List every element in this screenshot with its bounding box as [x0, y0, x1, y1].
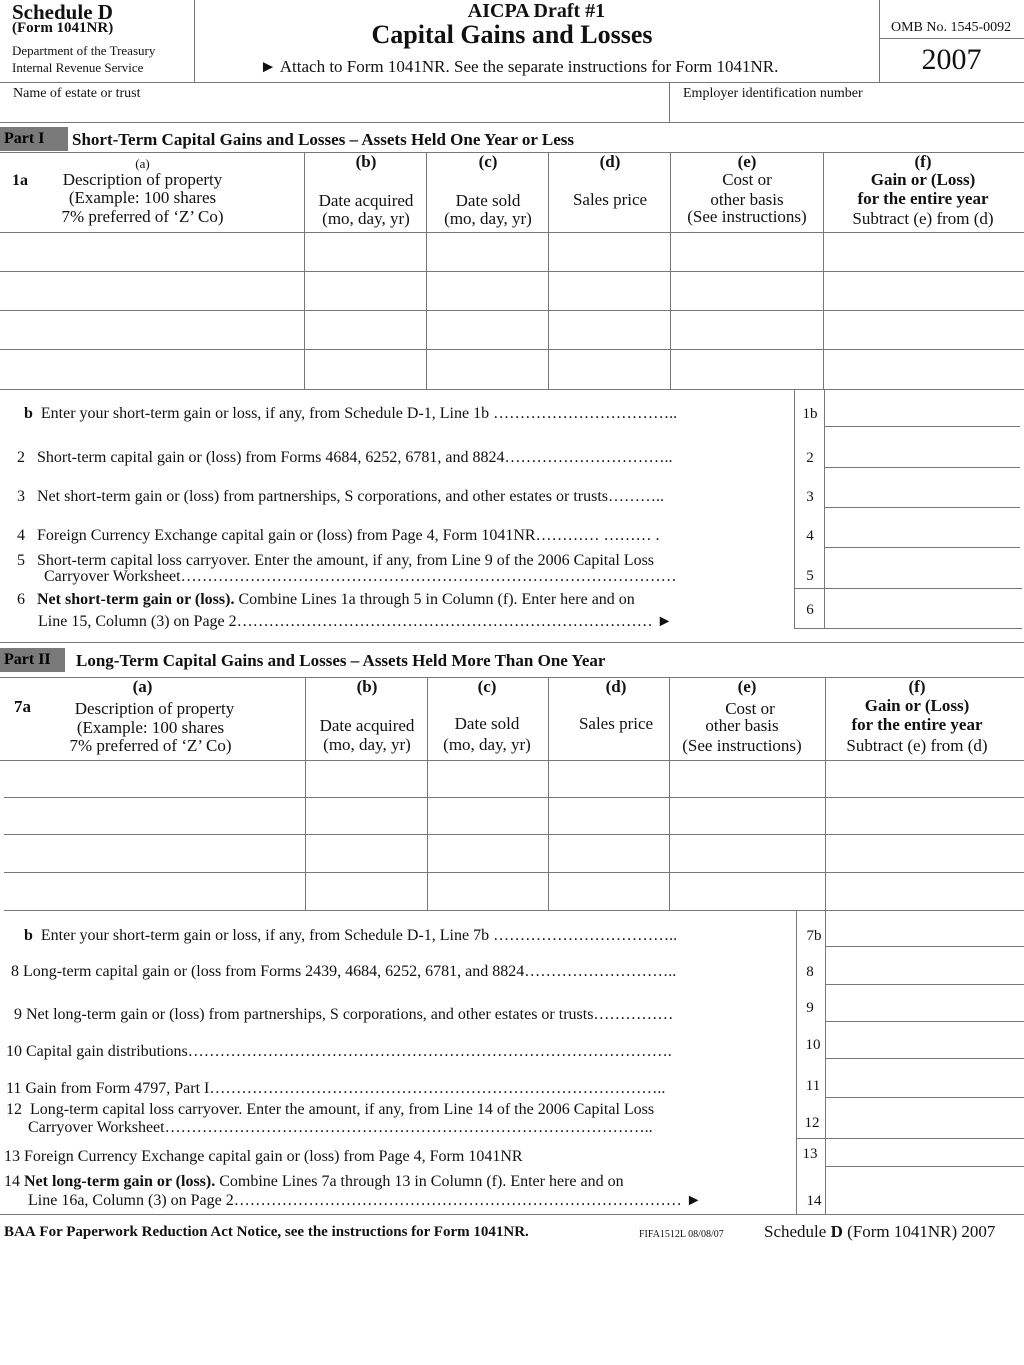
ein-label: Employer identification number [683, 86, 863, 101]
p1-r2-sales-price[interactable] [550, 279, 668, 303]
p1-r1-description[interactable] [2, 240, 302, 264]
line-1b-number: 1b [802, 406, 818, 422]
line-4-number: 4 [806, 528, 814, 544]
p2-r3-date-acquired[interactable] [307, 841, 425, 865]
line-3-number: 3 [806, 489, 814, 505]
p1-r2-description[interactable] [2, 279, 302, 303]
p2-r4-gain-loss[interactable] [827, 879, 1022, 903]
p2-col-b-l2: (mo, day, yr) [323, 735, 411, 754]
p2-r2-sales-price[interactable] [550, 804, 667, 828]
p1-col-a-l2: (Example: 100 shares [68, 188, 217, 207]
p1-r3-date-acquired[interactable] [306, 318, 424, 342]
line-5-text-cont: Carryover Worksheet………………………………………………………………………………… [44, 568, 677, 585]
form-title: Capital Gains and Losses [371, 20, 653, 49]
p1-col-f-l3: Subtract (e) from (d) [852, 209, 994, 228]
p1-col-a-letter: (a) [135, 156, 150, 171]
p2-col-a-l1: Description of property [74, 699, 235, 718]
p2-col-c-l2: (mo, day, yr) [443, 735, 531, 754]
p1-r1-sales-price[interactable] [550, 240, 668, 264]
p1-r1-cost-basis[interactable] [672, 240, 821, 264]
form-number: (Form 1041NR) [12, 20, 114, 36]
line-8-amount[interactable] [828, 961, 1024, 981]
line-1a-label: 1a [12, 172, 28, 189]
p2-r1-sales-price[interactable] [550, 767, 667, 791]
line-12-text-cont: Carryover Worksheet……………………………………………………………………………….. [28, 1119, 653, 1136]
p1-r2-cost-basis[interactable] [672, 279, 821, 303]
line-4-text: 4 Foreign Currency Exchange capital gain or (loss) from Page 4, Form 1041NR………… ……… . [17, 527, 660, 544]
line-12-text: 12 Long-term capital loss carryover. Enter the amount, if any, from Line 14 of the 2006 Capital Loss [6, 1101, 655, 1118]
line-6-text-cont: Line 15, Column (3) on Page 2…………………………………………………………………… ► [38, 613, 673, 630]
footer-schedule: Schedule D (Form 1041NR) 2007 [764, 1222, 996, 1241]
line-6-amount[interactable] [826, 600, 1024, 620]
line-3-text: 3 Net short-term gain or (loss) from partnerships, S corporations, and other estates or trusts……….. [17, 488, 664, 505]
p1-col-d-letter: (d) [599, 152, 621, 171]
line-13-text: 13 Foreign Currency Exchange capital gain or (loss) from Page 4, Form 1041NR [4, 1148, 523, 1165]
part2-label: Part II [0, 648, 65, 672]
p2-col-a-l3: 7% preferred of ‘Z’ Co) [69, 736, 232, 755]
p1-r4-date-sold[interactable] [428, 357, 546, 381]
p2-r2-date-sold[interactable] [429, 804, 546, 828]
footer-notice: BAA For Paperwork Reduction Act Notice, see the instructions for Form 1041NR. [4, 1224, 529, 1240]
p2-r1-date-acquired[interactable] [307, 767, 425, 791]
p2-col-f-l2: for the entire year [851, 715, 983, 734]
p1-col-e-l1: Cost or [722, 170, 772, 189]
p2-r4-sales-price[interactable] [550, 879, 667, 903]
line-9-number: 9 [806, 1000, 814, 1016]
p1-r2-date-sold[interactable] [428, 279, 546, 303]
p2-r2-gain-loss[interactable] [827, 804, 1022, 828]
p1-col-f-l1: Gain or (Loss) [870, 170, 976, 189]
p1-r1-date-acquired[interactable] [306, 240, 424, 264]
p1-r4-sales-price[interactable] [550, 357, 668, 381]
p1-r4-description[interactable] [2, 357, 302, 381]
tax-year: 2007 [921, 43, 982, 76]
line-7b-amount[interactable] [828, 925, 1024, 945]
p1-col-c-l2: (mo, day, yr) [444, 209, 532, 228]
p2-col-a-letter: (a) [132, 677, 153, 696]
p2-r4-description[interactable] [4, 879, 303, 903]
p1-r2-gain-loss[interactable] [825, 279, 1022, 303]
line-7a-label: 7a [14, 697, 31, 716]
attach-instruction: ► Attach to Form 1041NR. See the separate instructions for Form 1041NR. [259, 57, 779, 76]
p1-col-b-l1: Date acquired [318, 191, 414, 210]
line-14-amount[interactable] [828, 1186, 1024, 1206]
p1-col-e-l3: (See instructions) [687, 207, 807, 226]
line-10-text: 10 Capital gain distributions………………………………………………………………………………. [6, 1043, 672, 1060]
line-12-number: 12 [804, 1115, 820, 1131]
p2-col-e-letter: (e) [737, 677, 757, 696]
p1-r4-cost-basis[interactable] [672, 357, 821, 381]
p2-r3-cost-basis[interactable] [671, 841, 823, 865]
line-14-text: 14 Net long-term gain or (loss). Combine Lines 7a through 13 in Column (f). Enter here and on [4, 1173, 624, 1190]
dept-treasury: Department of the Treasury [12, 43, 156, 58]
p2-col-c-letter: (c) [477, 677, 497, 696]
p1-col-f-letter: (f) [914, 152, 932, 171]
p1-col-b-letter: (b) [355, 152, 377, 171]
p2-col-e-l2: other basis [705, 716, 779, 735]
p2-col-d-letter: (d) [605, 677, 627, 696]
p1-col-c-letter: (c) [478, 152, 498, 171]
p1-r3-description[interactable] [2, 318, 302, 342]
p2-r1-cost-basis[interactable] [671, 767, 823, 791]
p1-r4-date-acquired[interactable] [306, 357, 424, 381]
line-1b-text: b Enter your short-term gain or loss, if any, from Schedule D-1, Line 1b …………………………….. [24, 405, 678, 422]
line-5-amount[interactable] [826, 563, 1024, 583]
line-4-amount[interactable] [826, 522, 1024, 542]
line-11-number: 11 [805, 1078, 821, 1094]
line-8-number: 8 [806, 964, 814, 980]
p2-col-d-l1: Sales price [578, 714, 654, 733]
p1-r4-gain-loss[interactable] [825, 357, 1022, 381]
line-10-number: 10 [805, 1037, 821, 1053]
line-12-amount[interactable] [828, 1112, 1024, 1132]
p1-col-d-l1: Sales price [572, 190, 648, 209]
ein-input[interactable] [680, 104, 1020, 122]
p1-col-e-letter: (e) [737, 152, 757, 171]
line-1b-amount[interactable] [826, 405, 1024, 425]
line-6-text: 6 Net short-term gain or (loss). Combine Lines 1a through 5 in Column (f). Enter here and on [17, 591, 635, 608]
line-8-text: 8 Long-term capital gain or (loss from Forms 2439, 4684, 6252, 6781, and 8824……………………….. [11, 963, 677, 980]
p2-r3-gain-loss[interactable] [827, 841, 1022, 865]
p1-r2-date-acquired[interactable] [306, 279, 424, 303]
part1-label: Part I [0, 127, 68, 151]
p1-r1-gain-loss[interactable] [825, 240, 1022, 264]
line-14-text-cont: Line 16a, Column (3) on Page 2………………………………………………………………………… ► [28, 1192, 702, 1209]
line-9-amount[interactable] [828, 998, 1024, 1018]
omb-number: OMB No. 1545-0092 [891, 20, 1012, 35]
p1-col-f-l2: for the entire year [857, 189, 989, 208]
line-9-text: 9 Net long-term gain or (loss) from partnerships, S corporations, and other estates or trusts…………… [14, 1006, 674, 1023]
p2-col-f-l1: Gain or (Loss) [864, 696, 970, 715]
line-2-number: 2 [806, 450, 814, 466]
p2-r2-cost-basis[interactable] [671, 804, 823, 828]
p2-col-f-letter: (f) [908, 677, 926, 696]
line-7b-number: 7b [806, 928, 822, 944]
p2-r4-cost-basis[interactable] [671, 879, 823, 903]
line-2-text: 2 Short-term capital gain or (loss) from Forms 4684, 6252, 6781, and 8824………………………….. [17, 449, 673, 466]
p2-r2-description[interactable] [4, 804, 303, 828]
line-11-amount[interactable] [828, 1074, 1024, 1094]
p2-col-b-l1: Date acquired [319, 716, 415, 735]
line-7b-text: b Enter your short-term gain or loss, if any, from Schedule D-1, Line 7b …………………………….. [24, 927, 678, 944]
p2-col-e-l3: (See instructions) [682, 736, 802, 755]
line-5-number: 5 [806, 568, 814, 584]
p1-r3-gain-loss[interactable] [825, 318, 1022, 342]
line-5-text: 5 Short-term capital loss carryover. Enter the amount, if any, from Line 9 of the 2006 Capital Loss [17, 552, 655, 569]
p1-col-a-l1: Description of property [62, 170, 223, 189]
line-13-number: 13 [802, 1146, 818, 1162]
name-label: Name of estate or trust [13, 86, 141, 101]
estate-name-input[interactable] [10, 104, 665, 122]
p1-r1-date-sold[interactable] [428, 240, 546, 264]
p1-col-a-l3: 7% preferred of ‘Z’ Co) [61, 207, 224, 226]
p2-col-e-l1: Cost or [725, 699, 775, 718]
p2-r3-sales-price[interactable] [550, 841, 667, 865]
p2-r4-date-sold[interactable] [429, 879, 546, 903]
p2-r1-date-sold[interactable] [429, 767, 546, 791]
part2-title: Long-Term Capital Gains and Losses – Assets Held More Than One Year [76, 651, 606, 670]
p2-r1-description[interactable] [4, 767, 303, 791]
dept-irs: Internal Revenue Service [12, 60, 144, 75]
p2-col-b-letter: (b) [356, 677, 378, 696]
p1-r3-date-sold[interactable] [428, 318, 546, 342]
line-2-amount[interactable] [826, 444, 1024, 464]
p2-r3-date-sold[interactable] [429, 841, 546, 865]
p1-col-b-l2: (mo, day, yr) [322, 209, 410, 228]
schedule-title: Schedule D [12, 0, 113, 24]
line-6-number: 6 [806, 602, 814, 618]
line-11-text: 11 Gain from Form 4797, Part I………………………………………………………………………….. [6, 1080, 666, 1097]
p1-col-c-l1: Date sold [455, 191, 521, 210]
p2-r3-description[interactable] [4, 841, 303, 865]
p2-col-f-l3: Subtract (e) from (d) [846, 736, 988, 755]
p1-r3-cost-basis[interactable] [672, 318, 821, 342]
line-10-amount[interactable] [828, 1035, 1024, 1055]
p2-col-a-l2: (Example: 100 shares [76, 718, 225, 737]
line-3-amount[interactable] [826, 484, 1024, 504]
line-13-amount[interactable] [828, 1143, 1024, 1163]
p1-r3-sales-price[interactable] [550, 318, 668, 342]
p2-r1-gain-loss[interactable] [827, 767, 1022, 791]
part1-title: Short-Term Capital Gains and Losses – Assets Held One Year or Less [72, 130, 575, 149]
footer-code: FIFA1512L 08/08/07 [639, 1229, 724, 1240]
p2-r2-date-acquired[interactable] [307, 804, 425, 828]
p2-r4-date-acquired[interactable] [307, 879, 425, 903]
p1-col-e-l2: other basis [710, 190, 784, 209]
draft-label: AICPA Draft #1 [467, 0, 606, 22]
p2-col-c-l1: Date sold [454, 714, 520, 733]
line-14-number: 14 [806, 1193, 822, 1209]
